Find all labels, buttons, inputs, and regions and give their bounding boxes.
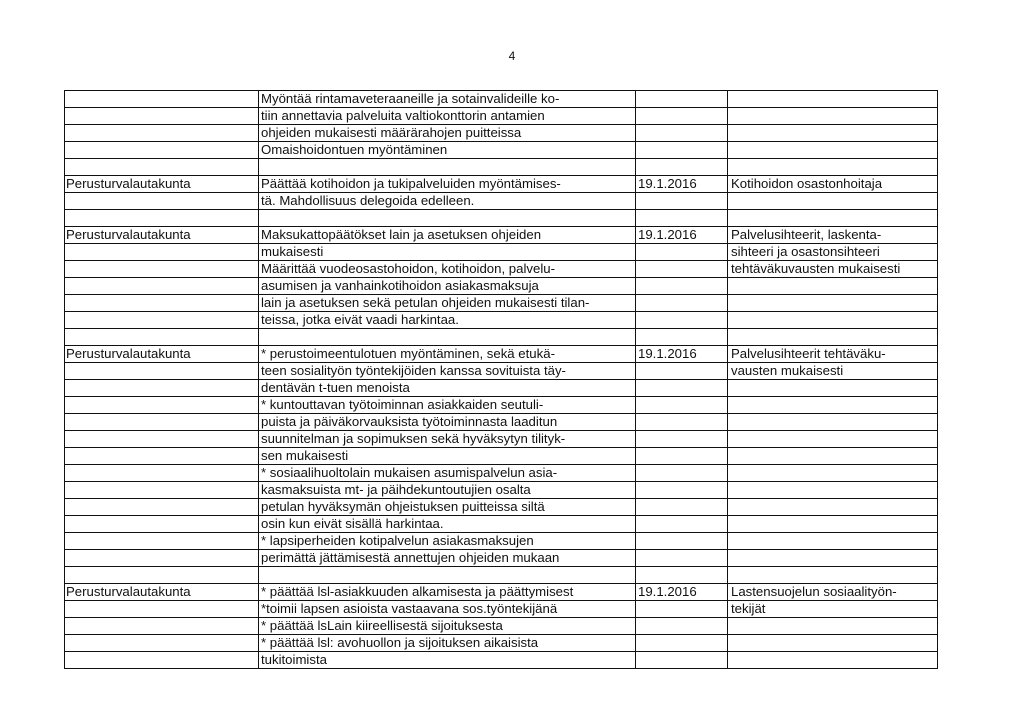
- table-row-border: [64, 158, 937, 159]
- table-cell-col2: Myöntää rintamaveteraaneille ja sotainvalideille ko-: [261, 91, 560, 106]
- table-cell-col2: asumisen ja vanhainkotihoidon asiakasmaksuja: [261, 278, 539, 293]
- table-cell-col3: 19.1.2016: [638, 227, 697, 242]
- table-cell-col2: dentävän t-tuen menoista: [261, 380, 410, 395]
- table-column-border: [937, 90, 938, 669]
- table-cell-col2: * perustoimeentulotuen myöntäminen, sekä etukä-: [261, 346, 555, 361]
- table-column-border: [258, 90, 259, 669]
- table-cell-col2: * päättää lsLain kiireellisestä sijoituksesta: [261, 618, 503, 633]
- table-cell-col2: mukaisesti: [261, 244, 324, 259]
- table-cell-col1: Perusturvalautakunta: [66, 346, 191, 361]
- table-cell-col4: tekijät: [731, 601, 766, 616]
- table-cell-col2: * sosiaalihuoltolain mukaisen asumispalvelun asia-: [261, 465, 558, 480]
- delegation-table: [64, 90, 937, 666]
- table-cell-col2: Omaishoidontuen myöntäminen: [261, 142, 448, 157]
- table-cell-col2: puista ja päiväkorvauksista työtoiminnasta laaditun: [261, 414, 558, 429]
- table-cell-col2: * kuntouttavan työtoiminnan asiakkaiden seutuli-: [261, 397, 544, 412]
- table-cell-col2: Päättää kotihoidon ja tukipalveluiden myöntämises-: [261, 176, 561, 191]
- table-cell-col2: tiin annettavia palveluita valtiokonttorin antamien: [261, 108, 545, 123]
- table-cell-col2: sen mukaisesti: [261, 448, 349, 463]
- table-row-border: [64, 328, 937, 329]
- table-cell-col1: Perusturvalautakunta: [66, 176, 191, 191]
- table-cell-col2: perimättä jättämisestä annettujen ohjeiden mukaan: [261, 550, 560, 565]
- table-cell-col1: Perusturvalautakunta: [66, 584, 191, 599]
- table-cell-col2: * päättää lsl-asiakkuuden alkamisesta ja päättymisest: [261, 584, 574, 599]
- table-cell-col3: 19.1.2016: [638, 346, 697, 361]
- table-cell-col4: sihteeri ja osastonsihteeri: [731, 244, 880, 259]
- table-cell-col2: lain ja asetuksen sekä petulan ohjeiden mukaisesti tilan-: [261, 295, 590, 310]
- table-cell-col3: 19.1.2016: [638, 176, 697, 191]
- table-row-border: [64, 668, 937, 669]
- table-cell-col2: * lapsiperheiden kotipalvelun asiakasmaksujen: [261, 533, 534, 548]
- table-cell-col4: Kotihoidon osastonhoitaja: [731, 176, 883, 191]
- table-column-border: [727, 90, 728, 669]
- table-row-border: [64, 209, 937, 210]
- table-cell-col4: Lastensuojelun sosiaalityön-: [731, 584, 897, 599]
- table-cell-col2: petulan hyväksymän ohjeistuksen puitteissa siltä: [261, 499, 545, 514]
- table-cell-col4: tehtäväkuvausten mukaisesti: [731, 261, 901, 276]
- table-cell-col2: teissa, jotka eivät vaadi harkintaa.: [261, 312, 459, 327]
- table-cell-col4: Palvelusihteerit, laskenta-: [731, 227, 882, 242]
- table-cell-col2: tukitoimista: [261, 652, 327, 667]
- table-cell-col2: kasmaksuista mt- ja päihdekuntoutujien osalta: [261, 482, 531, 497]
- table-cell-col2: Maksukattopäätökset lain ja asetuksen ohjeiden: [261, 227, 542, 242]
- table-cell-col2: teen sosialityön työntekijöiden kanssa sovituista täy-: [261, 363, 566, 378]
- table-cell-col2: *toimii lapsen asioista vastaavana sos.työntekijänä: [261, 601, 558, 616]
- table-cell-col2: osin kun eivät sisällä harkintaa.: [261, 516, 444, 531]
- table-cell-col3: 19.1.2016: [638, 584, 697, 599]
- page-number: 4: [508, 49, 516, 63]
- table-cell-col2: tä. Mahdollisuus delegoida edelleen.: [261, 193, 475, 208]
- table-cell-col2: * päättää lsl: avohuollon ja sijoituksen aikaisista: [261, 635, 539, 650]
- table-column-border: [635, 90, 636, 669]
- table-cell-col4: Palvelusihteerit tehtäväku-: [731, 346, 886, 361]
- table-cell-col1: Perusturvalautakunta: [66, 227, 191, 242]
- table-column-border: [64, 90, 65, 669]
- table-cell-col2: ohjeiden mukaisesti määrärahojen puitteissa: [261, 125, 522, 140]
- table-cell-col4: vausten mukaisesti: [731, 363, 844, 378]
- table-cell-col2: suunnitelman ja sopimuksen sekä hyväksytyn tilityk-: [261, 431, 566, 446]
- table-cell-col2: Määrittää vuodeosastohoidon, kotihoidon, palvelu-: [261, 261, 555, 276]
